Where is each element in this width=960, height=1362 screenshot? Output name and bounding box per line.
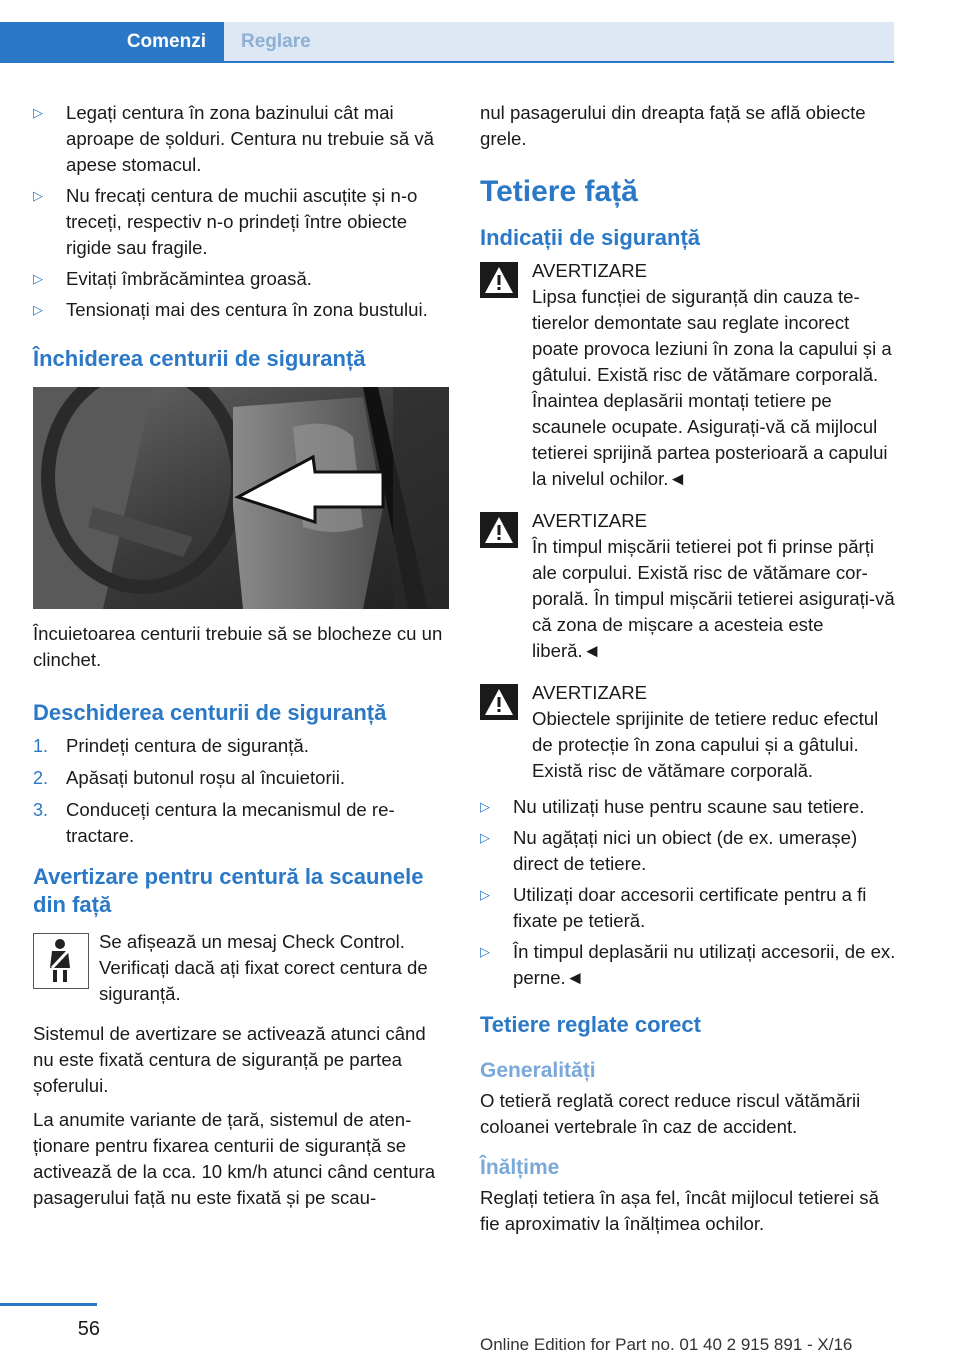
- warning-text: Obiectele sprijinite de tetiere reduc efectul de protecție în zona capului și a gâtului. Există risc de vătămare corporală.: [532, 708, 879, 781]
- heading-height: Înălțime: [480, 1156, 560, 1179]
- list-item: [480, 825, 896, 877]
- warning-block: [480, 680, 896, 784]
- step-item: [33, 797, 449, 849]
- list-item: [480, 794, 896, 820]
- triangle-right-icon: ▷: [480, 799, 490, 814]
- step-number: 3.: [33, 800, 49, 820]
- heading-head-restraints: Tetiere față: [480, 175, 638, 208]
- heading-safety: Indicații de siguranță: [480, 225, 701, 250]
- step-item: [33, 765, 449, 791]
- list-item: [480, 882, 896, 934]
- section-title-closing: Închiderea centurii de siguranță: [33, 346, 366, 371]
- triangle-right-icon: ▷: [480, 830, 490, 845]
- page-number: 56: [77, 1318, 100, 1340]
- warning-triangle-icon: [480, 684, 518, 720]
- footer-accent-line: [0, 1303, 97, 1306]
- warning-text: Lipsa funcției de siguranță din cauza tetierelor demontate sau reglate incorect poate provoca leziuni în zona la capului și a gâtului. Există risc de vătămare corporală. Înaintea deplasării montați tetiere pe scaunele ocupate. Asigurați-vă că mijlocul tetierei sprijină partea posterioară a capului la nivelul ochilor.◄: [532, 286, 892, 489]
- section-title-opening: Deschiderea centurii de siguranță: [33, 700, 387, 725]
- triangle-right-icon: ▷: [33, 271, 43, 286]
- warning-block: [480, 258, 896, 492]
- right-column: [480, 100, 896, 1245]
- seatbelt-icon: [33, 933, 89, 989]
- list-item-text: Nu utilizați huse pentru scaune sau tetiere.: [513, 796, 865, 817]
- warning-triangle-icon: [480, 262, 518, 298]
- header-divider: [0, 61, 894, 63]
- check-control-text: Se afișează un mesaj Check Control. Verificați dacă ați fixat corect centura de siguranță.: [99, 931, 428, 1004]
- list-item: [33, 266, 449, 292]
- tab-reglare[interactable]: [224, 22, 894, 62]
- paragraph: La anumite variante de țară, sistemul de atenționare pentru fixarea centurii de siguranță se activează de la cca. 10 km/h atunci când centura pasagerului față nu este fixată și pe scau-: [33, 1109, 436, 1208]
- seat-illustration: [33, 387, 449, 609]
- list-item-text: În timpul deplasării nu utilizați accesorii, de ex. perne.◄: [513, 941, 896, 988]
- check-control-note: [33, 929, 449, 1007]
- warning-block: [480, 508, 896, 664]
- list-item-text: Nu agățați nici un obiect (de ex. umerașe) direct de tetiere.: [513, 827, 858, 874]
- paragraph: Reglați tetiera în așa fel, încât mijlocul tetierei să fie aproximativ la înălțimea ochilor.: [480, 1187, 879, 1234]
- warning-label: AVERTIZARE: [532, 510, 648, 531]
- tab-reglare-label: Reglare: [241, 31, 311, 52]
- paragraph: Sistemul de avertizare se activează atunci când nu este fixată centura de siguranță pe partea șoferului.: [33, 1023, 426, 1096]
- warning-triangle-icon: [480, 512, 518, 548]
- paragraph-continued: nul pasagerului din dreapta față se află obiecte grele.: [480, 102, 866, 149]
- list-item-text: Nu frecați centura de muchii ascuțite și n-o treceți, respectiv n-o prindeți între obiecte rigide sau fragile.: [66, 185, 418, 258]
- triangle-right-icon: ▷: [33, 302, 43, 317]
- step-text: Apăsați butonul roșu al încuietorii.: [66, 767, 346, 788]
- step-item: [33, 733, 449, 759]
- warning-text: În timpul mișcării tetierei pot fi prinse părți ale corpului. Există risc de vătămare corporală. În timpul mișcării tetierei asigurați-vă că zona de mișcare a acesteia este liberă.◄: [532, 536, 895, 661]
- list-item-text: Legați centura în zona bazinului cât mai aproape de șolduri. Centura nu trebuie să vă apese stomacul.: [66, 102, 434, 175]
- edition-note: Online Edition for Part no. 01 40 2 915 891 - X/16: [480, 1335, 853, 1354]
- header-tabs: [0, 0, 960, 64]
- step-number: 2.: [33, 768, 49, 788]
- step-text: Conduceți centura la mecanismul de retractare.: [66, 799, 395, 846]
- list-item: [33, 297, 449, 323]
- section-title-warning: Avertizare pentru centură la scaunele din față: [33, 864, 424, 917]
- triangle-right-icon: ▷: [33, 105, 43, 120]
- paragraph: O tetieră reglată corect reduce riscul vătămării coloanei vertebrale în caz de accident.: [480, 1090, 861, 1137]
- warning-label: AVERTIZARE: [532, 260, 648, 281]
- list-item: [33, 100, 449, 178]
- left-column: [33, 100, 449, 1219]
- tab-comenzi-label: Comenzi: [126, 31, 206, 52]
- triangle-right-icon: ▷: [480, 887, 490, 902]
- step-number: 1.: [33, 736, 49, 756]
- list-item-text: Evitați îmbrăcămintea groasă.: [66, 268, 312, 289]
- triangle-right-icon: ▷: [480, 944, 490, 959]
- list-item: [480, 939, 896, 991]
- step-text: Prindeți centura de siguranță.: [66, 735, 309, 756]
- tab-comenzi[interactable]: [0, 22, 224, 62]
- list-item: [33, 183, 449, 261]
- seat-photo: [33, 387, 449, 609]
- photo-caption: Încuietoarea centurii trebuie să se blocheze cu un clinchet.: [33, 623, 443, 670]
- list-item-text: Utilizați doar accesorii certificate pentru a fi fixate pe tetieră.: [513, 884, 867, 931]
- heading-correct: Tetiere reglate corect: [480, 1012, 701, 1037]
- warning-label: AVERTIZARE: [532, 682, 648, 703]
- heading-general: Generalități: [480, 1059, 596, 1082]
- triangle-right-icon: ▷: [33, 188, 43, 203]
- list-item-text: Tensionați mai des centura în zona bustului.: [66, 299, 428, 320]
